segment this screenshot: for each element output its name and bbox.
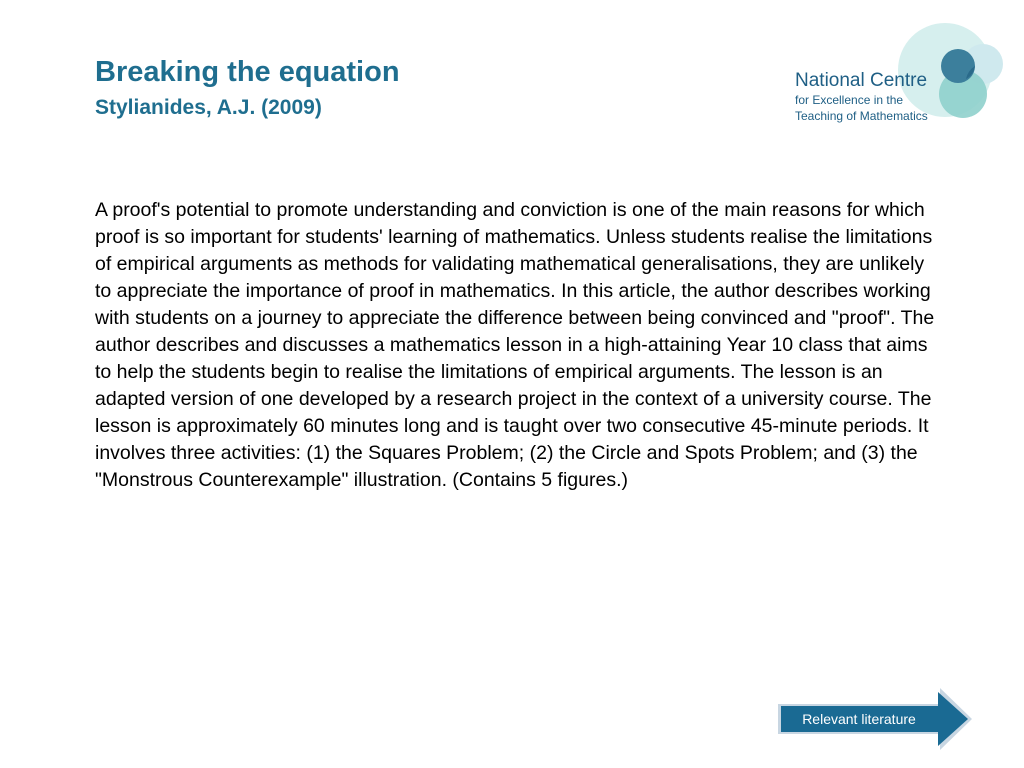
logo-title: National Centre	[795, 70, 928, 91]
relevant-literature-button[interactable]	[778, 688, 974, 750]
slide-subtitle: Stylianides, A.J. (2009)	[95, 96, 322, 119]
logo-subtitle-1: for Excellence in the	[795, 93, 904, 107]
logo-subtitle-2: Teaching of Mathematics	[795, 109, 928, 123]
abstract-text: A proof's potential to promote understanding and conviction is one of the main reasons for which proof is so important for students' learning of mathematics. Unless students realise the limitations of empirical arguments as methods for validating mathematical generalisations, they are unlikely to appreciate the importance of proof in mathematics. In this article, the author describes working with students on a journey to appreciate the difference between being convinced and "proof". The author describes and discusses a mathematics lesson in a high-attaining Year 10 class that aims to help the students begin to realise the limitations of empirical arguments. The lesson is an adapted version of one developed by a research project in the context of a university course. The lesson is approximately 60 minutes long and is taught over two consecutive 45-minute periods. It involves three activities: (1) the Squares Problem; (2) the Circle and Spots Problem; and (3) the "Monstrous Counterexample" illustration. (Contains 5 figures.)	[95, 199, 935, 491]
relevant-literature-label: Relevant literature	[802, 711, 916, 727]
slide-title: Breaking the equation	[95, 56, 400, 88]
ncetm-logo	[790, 18, 1010, 128]
